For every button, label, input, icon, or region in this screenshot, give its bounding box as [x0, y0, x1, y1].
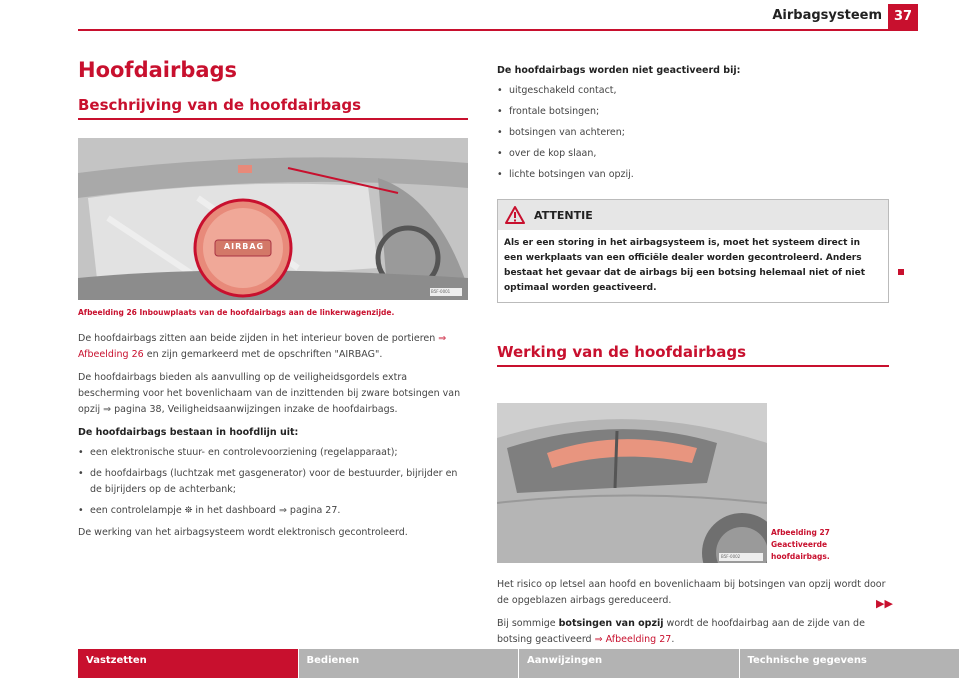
figure-activated-airbags — [497, 403, 767, 563]
car-side-illustration — [497, 403, 767, 563]
warning-box — [497, 199, 889, 303]
warning-title: ATTENTIE — [534, 208, 593, 222]
paragraph: De werking van het airbagsysteem wordt elektronisch gecontroleerd. — [78, 527, 408, 538]
section-end-mark — [898, 269, 904, 275]
figure-code: B5F-0001 — [431, 289, 451, 294]
running-header-title: Airbagsysteem — [772, 8, 882, 23]
list-item: • een elektronische stuur- en controlevoorziening (regelapparaat); — [78, 445, 468, 461]
header-rule — [78, 29, 918, 31]
warning-text: Als er een storing in het airbagsysteem is, moet het systeem direct in een werkplaats van een officiële dealer worden gecontroleerd. Anders bestaat het gevaar dat de airbags bij een botsing helemaal niet of niet optimaal worden geactiveerd. — [504, 238, 865, 293]
warning-header — [498, 200, 888, 230]
figure-link[interactable]: ⇒ Afbeelding 26 — [78, 333, 447, 360]
not-activated-list — [497, 83, 889, 183]
right-column — [497, 63, 889, 655]
figure-code: B5F-0002 — [721, 554, 741, 559]
figure-caption: Afbeelding 27 Geactiveerde hoofdairbags. — [771, 528, 830, 561]
list-heading: De hoofdairbags worden niet geactiveerd bij: — [497, 65, 741, 76]
car-interior-illustration — [78, 138, 468, 300]
paragraph: Het risico op letsel aan hoofd en bovenlichaam bij botsingen van opzij wordt door de opgeblazen airbags gereduceerd. — [497, 579, 886, 606]
footer-tab-technische-gegevens[interactable]: Technische gegevens — [740, 649, 960, 678]
list-item: • de hoofdairbags (luchtzak met gasgenerator) voor de bestuurder, bijrijder en de bijrijders op de achterbank; — [78, 466, 468, 498]
page-title: Hoofdairbags — [78, 58, 238, 82]
list-item: • botsingen van achteren; — [497, 125, 889, 141]
list-item: • uitgeschakeld contact, — [497, 83, 889, 99]
section-title-function: Werking van de hoofdairbags — [497, 343, 889, 367]
figure-link[interactable]: ⇒ Afbeelding 27 — [594, 634, 672, 645]
warning-triangle-icon — [504, 205, 526, 225]
list-item: • lichte botsingen van opzij. — [497, 167, 889, 183]
left-column — [78, 58, 468, 548]
paragraph: De hoofdairbags bieden als aanvulling op de veiligheidsgordels extra bescherming voor het bovenlichaam van de inzittenden bij zware botsingen van opzij ⇒ pagina 38, Veiligheidsaanwijzingen inzake de hoofdairbags. — [78, 372, 461, 415]
footer-tab-bedienen[interactable]: Bedienen — [299, 649, 519, 678]
paragraph: De hoofdairbags zitten aan beide zijden in het interieur boven de portieren ⇒ Afbeelding 26 en zijn gemarkeerd met de opschriften "AIRBAG". — [78, 333, 447, 360]
list-item: • frontale botsingen; — [497, 104, 889, 120]
component-list — [78, 445, 468, 519]
footer-tab-aanwijzingen[interactable]: Aanwijzingen — [519, 649, 739, 678]
next-page-arrow-icon[interactable]: ▶▶ — [876, 597, 893, 610]
paragraph: Bij sommige botsingen van opzij wordt de hoofdairbag aan de zijde van de botsing geactiveerd ⇒ Afbeelding 27. — [497, 618, 865, 645]
list-item: • een controlelampje ⛯ in het dashboard ⇒ pagina 27. — [78, 503, 468, 519]
footer-nav — [78, 649, 960, 678]
figure-caption: Afbeelding 26 Inbouwplaats van de hoofdairbags aan de linkerwagenzijde. — [78, 308, 395, 317]
figure-airbag-location — [78, 138, 468, 300]
list-heading: De hoofdairbags bestaan in hoofdlijn uit: — [78, 427, 299, 438]
footer-tab-vastzetten[interactable]: Vastzetten — [78, 649, 298, 678]
list-item: • over de kop slaan, — [497, 146, 889, 162]
section-title-description: Beschrijving van de hoofdairbags — [78, 96, 468, 120]
airbag-marking-label: AIRBAG — [223, 242, 265, 251]
page-number: 37 — [888, 4, 918, 29]
